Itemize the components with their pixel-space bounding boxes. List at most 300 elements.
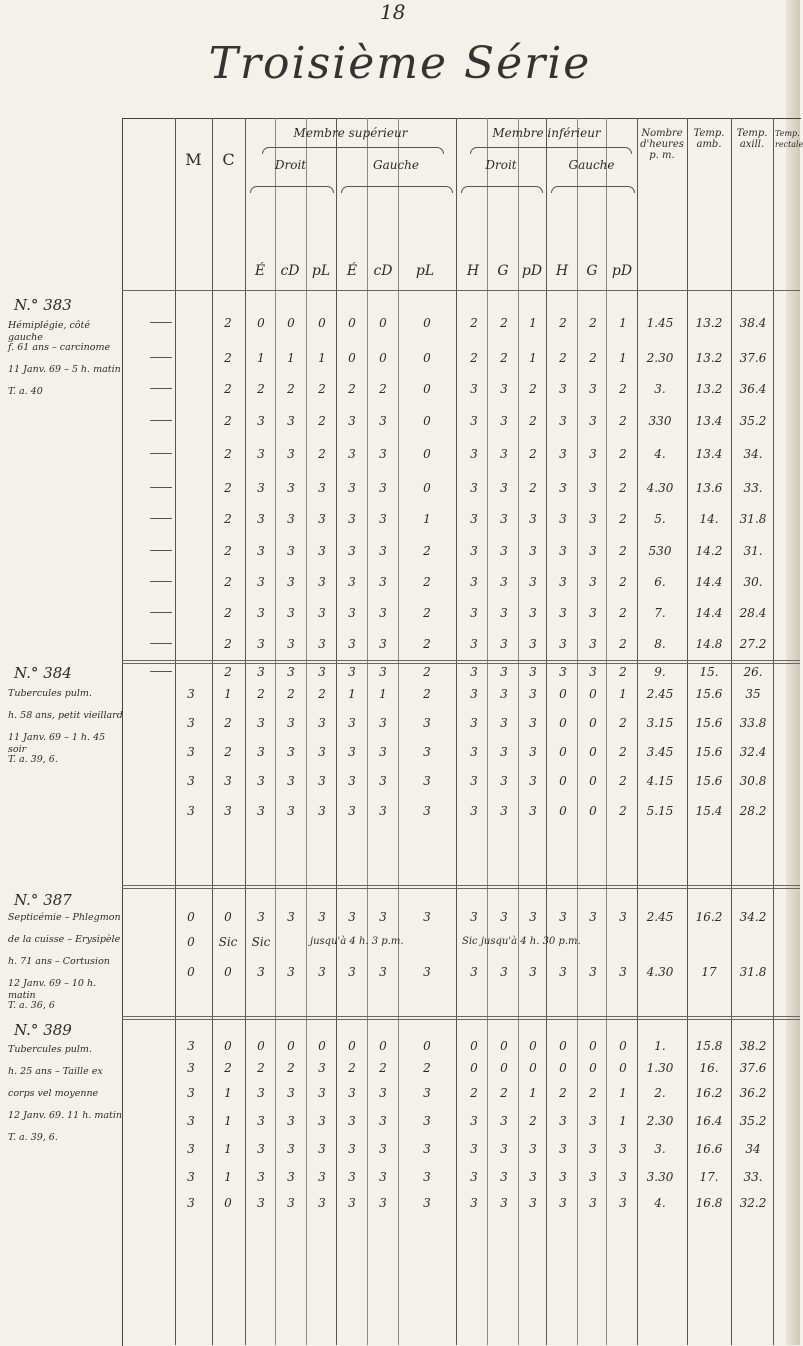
table-cell: 2 [257,382,265,396]
table-cell: 2 [619,481,627,495]
table-cell: 3 [500,637,508,651]
table-cell: 2 [529,447,537,461]
table-cell: 1 [529,1086,537,1100]
table-cell: 16.8 [695,1196,723,1210]
table-cell: 3 [287,1142,295,1156]
table-cell: 0 [619,1039,627,1053]
table-cell: 3 [529,687,537,701]
table-cell: 28.4 [739,606,767,620]
case-description: corps vel moyenne [8,1088,99,1099]
table-cell: 30. [743,575,763,589]
table-cell: 3 [500,1196,508,1210]
table-cell: 3 [423,1196,431,1210]
table-cell: 3 [589,512,597,526]
table-cell: 16. [699,1061,719,1075]
table-row [0,1035,800,1057]
case-description: T. a. 39, 6. [8,754,58,765]
table-cell: 34 [745,1142,761,1156]
table-cell: 3 [318,1061,326,1075]
table-row [0,741,800,763]
table-row [0,347,800,369]
table-cell: 3 [287,1114,295,1128]
table-cell: 1 [619,351,627,365]
table-cell: 3 [287,965,295,979]
table-cell: 0 [470,1039,478,1053]
header-temp-axill: Temp. axill. [736,128,768,150]
table-cell: 33. [743,481,763,495]
table-cell: 3 [423,910,431,924]
table-cell: 3 [287,910,295,924]
table-row [0,633,800,655]
table-cell: 1 [619,1086,627,1100]
table-cell: 3 [348,1114,356,1128]
table-cell: 3 [187,1114,195,1128]
table-cell: 3 [287,512,295,526]
table-cell: 13.2 [695,316,723,330]
table-cell: 3 [318,965,326,979]
table-cell: 0 [318,1039,326,1053]
table-row [0,571,800,593]
table-cell: 3 [318,665,326,679]
table-cell: 3 [257,665,265,679]
table-cell: 2 [619,606,627,620]
header-brace [262,147,444,154]
table-cell: 3 [470,687,478,701]
table-cell: 2 [224,414,232,428]
table-cell: 3 [257,575,265,589]
table-cell: 16.2 [695,910,723,924]
empty-mark [150,518,172,519]
table-cell: 3 [348,1086,356,1100]
table-row [0,906,800,928]
table-cell: 2 [470,1086,478,1100]
table-cell: 0 [318,316,326,330]
table-cell: 0 [589,716,597,730]
table-cell: 33.8 [739,716,767,730]
table-cell: 3 [379,512,387,526]
case-description: f. 61 ans – carcinome [8,342,111,353]
unit-label: pL [311,263,331,279]
table-cell: 3 [529,637,537,651]
table-cell: 2 [619,804,627,818]
table-cell: 0 [423,447,431,461]
table-cell: 2 [287,1061,295,1075]
table-cell: 1 [224,1170,232,1184]
table-cell: 2 [619,382,627,396]
table-cell: 3 [470,774,478,788]
table-cell: 3 [318,1170,326,1184]
unit-label: cD [280,263,300,279]
unit-label: G [497,263,509,279]
table-cell: 3 [589,575,597,589]
table-cell: 3 [348,745,356,759]
table-cell: 15.6 [695,774,723,788]
table-cell: 3 [379,544,387,558]
table-row [0,1082,800,1104]
table-cell: 3 [470,1114,478,1128]
header-m: M [185,150,202,169]
header-rule [122,290,800,291]
table-cell: 3 [257,774,265,788]
table-cell: 35.2 [739,414,767,428]
table-cell: 0 [423,351,431,365]
table-cell: 0 [224,910,232,924]
table-cell: 0 [187,910,195,924]
table-row [0,378,800,400]
table-cell: 0 [257,1039,265,1053]
table-cell: 3 [379,447,387,461]
table-cell: 3. [654,1142,666,1156]
table-cell: 3 [348,606,356,620]
table-cell: 3 [589,1114,597,1128]
table-cell: 1 [224,1142,232,1156]
table-cell: 14.4 [695,606,723,620]
table-cell: 0 [470,1061,478,1075]
table-cell: 4.15 [646,774,674,788]
table-cell: 3 [379,665,387,679]
table-cell: 3 [379,910,387,924]
unit-label: H [466,263,480,279]
header-membre-inferieur: Membre inférieur [492,126,601,140]
table-row [0,602,800,624]
table-cell: 3 [470,965,478,979]
empty-mark [150,671,172,672]
table-cell: 15.6 [695,687,723,701]
table-cell: 3 [379,965,387,979]
table-cell: 3 [318,637,326,651]
table-cell: 0 [559,716,567,730]
table-cell: 2.30 [646,1114,674,1128]
table-cell: 3 [589,447,597,461]
table-cell: 3 [500,665,508,679]
table-cell: 3 [257,637,265,651]
table-cell: 37.6 [739,351,767,365]
table-cell: 3 [287,774,295,788]
table-cell: 34.2 [739,910,767,924]
table-cell: 0 [348,316,356,330]
section-rule [122,1019,800,1020]
table-cell: 3 [589,965,597,979]
table-cell: 3 [287,447,295,461]
table-cell: Sic [218,935,238,949]
table-cell: 2 [348,382,356,396]
table-cell: 3 [287,1196,295,1210]
table-cell: 3 [348,447,356,461]
table-cell: 3 [500,414,508,428]
table-cell: 3 [287,716,295,730]
table-cell: 2 [619,665,627,679]
header-temp-rectale: Temp. rectale [775,129,803,149]
table-cell: 2 [348,1061,356,1075]
header-brace [341,186,453,193]
table-cell: 3 [348,481,356,495]
table-cell: 2 [619,637,627,651]
table-cell: 2 [559,351,567,365]
table-cell: 4. [654,447,666,461]
table-cell: 0 [187,965,195,979]
table-cell: 4.30 [646,965,674,979]
table-cell: 3 [379,606,387,620]
table-cell: 3 [257,481,265,495]
note-inferieur: Sic jusqu'à 4 h. 30 p.m. [462,936,581,947]
table-cell: 2 [423,544,431,558]
table-cell: 3 [318,774,326,788]
table-cell: 3 [187,1086,195,1100]
table-row [0,800,800,822]
table-cell: 3 [348,665,356,679]
case-description: 11 Janv. 69 – 1 h. 45 soir [8,732,106,755]
table-cell: 14.8 [695,637,723,651]
table-cell: 1 [529,351,537,365]
table-cell: 6. [654,575,666,589]
table-cell: 3 [287,665,295,679]
table-cell: 3 [287,414,295,428]
table-row [0,961,800,983]
table-cell: 3 [500,512,508,526]
table-cell: 3 [470,910,478,924]
table-cell: 3 [348,512,356,526]
table-cell: 3 [348,1170,356,1184]
table-cell: 1 [423,512,431,526]
section-heading: N.° 383 [14,296,72,314]
header-gauche-sup: Gauche [372,158,420,172]
table-cell: 2 [423,637,431,651]
table-cell: 0 [559,1061,567,1075]
table-cell: 3 [470,716,478,730]
table-row [0,312,800,334]
table-cell: 7. [654,606,666,620]
table-cell: 1 [379,687,387,701]
table-cell: 2 [257,687,265,701]
table-cell: 3 [589,1142,597,1156]
table-cell: 3 [589,544,597,558]
empty-mark [150,581,172,582]
table-cell: 3 [470,447,478,461]
table-cell: 3 [500,606,508,620]
table-cell: 3 [257,414,265,428]
table-cell: 3 [500,965,508,979]
table-cell: 3 [529,716,537,730]
table-cell: 2 [423,1061,431,1075]
table-cell: 3 [619,1142,627,1156]
table-cell: 34. [743,447,763,461]
table-cell: 3 [589,1170,597,1184]
table-cell: 3 [287,544,295,558]
table-cell: 3 [318,1114,326,1128]
table-cell: 3 [379,1086,387,1100]
table-cell: 2 [224,606,232,620]
table-cell: 3 [500,447,508,461]
table-cell: 3 [287,1170,295,1184]
table-cell: 0 [423,414,431,428]
table-cell: 3 [529,1170,537,1184]
table-cell: 3 [529,665,537,679]
table-cell: 13.4 [695,414,723,428]
table-cell: 0 [348,351,356,365]
table-cell: 3 [187,1196,195,1210]
table-cell: 2 [224,544,232,558]
empty-mark [150,487,172,488]
table-cell: 2 [589,1086,597,1100]
empty-mark [150,612,172,613]
table-cell: 3 [470,575,478,589]
table-cell: 3 [500,481,508,495]
table-cell: 2 [224,637,232,651]
header-temp-amb: Temp. amb. [693,128,725,150]
table-cell: 0 [589,687,597,701]
table-cell: 2 [529,414,537,428]
table-cell: 3 [559,414,567,428]
case-description: Septicémie – Phlegmon [8,912,121,923]
table-cell: 0 [559,774,567,788]
table-cell: 3 [529,575,537,589]
table-cell: 3 [379,716,387,730]
table-cell: 9. [654,665,666,679]
empty-mark [150,550,172,551]
unit-label: cD [373,263,393,279]
table-cell: 17 [701,965,717,979]
table-cell: 3 [559,447,567,461]
table-cell: 3 [529,965,537,979]
table-cell: 1. [654,1039,666,1053]
table-cell: 2 [318,414,326,428]
table-cell: 3 [529,804,537,818]
table-row [0,712,800,734]
table-cell: 3 [257,1142,265,1156]
table-cell: 2 [224,745,232,759]
table-cell: 0 [379,351,387,365]
table-cell: 3 [423,965,431,979]
table-cell: 3.15 [646,716,674,730]
table-cell: 13.2 [695,382,723,396]
table-cell: 35 [745,687,761,701]
table-cell: 3 [348,804,356,818]
table-cell: 16.6 [695,1142,723,1156]
header-gauche-inf: Gauche [568,158,615,172]
section-rule [122,1016,800,1017]
table-cell: 2 [224,512,232,526]
table-cell: 3 [318,481,326,495]
table-cell: 3.45 [646,745,674,759]
table-cell: 3 [187,716,195,730]
table-cell: 2 [500,1086,508,1100]
empty-mark [150,388,172,389]
empty-mark [150,643,172,644]
table-cell: 35.2 [739,1114,767,1128]
table-cell: 2 [589,316,597,330]
header-brace [250,186,334,193]
table-cell: 3 [589,637,597,651]
empty-mark [150,453,172,454]
case-description: T. a. 39, 6. [8,1132,58,1143]
table-row [0,1057,800,1079]
header-nombre-heures: Nombre d'heures p. m. [640,128,684,161]
table-row [0,1166,800,1188]
table-cell: 3 [379,804,387,818]
table-cell: 2 [224,716,232,730]
table-cell: 3 [529,544,537,558]
table-cell: 3.30 [646,1170,674,1184]
table-cell: 0 [379,1039,387,1053]
table-cell: 3 [500,745,508,759]
table-cell: 2 [529,382,537,396]
table-cell: 0 [287,1039,295,1053]
unit-label: H [555,263,569,279]
table-cell: 2 [224,1061,232,1075]
section-heading: N.° 387 [14,891,72,909]
table-cell: 3 [559,544,567,558]
table-cell: 3 [589,910,597,924]
table-cell: 3 [470,745,478,759]
table-cell: 1 [257,351,265,365]
table-cell: 31.8 [739,965,767,979]
table-cell: 0 [379,316,387,330]
case-description: h. 25 ans – Taille ex [8,1066,103,1077]
table-cell: 3 [187,1142,195,1156]
header-brace [470,147,632,154]
table-cell: 1 [224,687,232,701]
table-cell: 3 [589,414,597,428]
table-cell: 0 [589,804,597,818]
table-cell: 2 [619,745,627,759]
table-row [0,1138,800,1160]
table-cell: 3 [257,910,265,924]
table-cell: 13.2 [695,351,723,365]
table-cell: 30.8 [739,774,767,788]
table-cell: 3 [470,544,478,558]
table-cell: 2 [287,382,295,396]
unit-label: pD [521,263,543,279]
empty-mark [150,322,172,323]
table-cell: 31.8 [739,512,767,526]
table-cell: 5.15 [646,804,674,818]
table-cell: 3 [589,665,597,679]
table-cell: 15.4 [695,804,723,818]
table-cell: 3 [619,965,627,979]
table-cell: 3 [379,575,387,589]
table-cell: 3 [423,745,431,759]
table-cell: 3 [287,637,295,651]
table-cell: 14.2 [695,544,723,558]
table-cell: 3 [423,1142,431,1156]
table-cell: 3 [187,1039,195,1053]
table-cell: 3 [423,1086,431,1100]
table-cell: 2 [318,447,326,461]
table-cell: 3 [348,1142,356,1156]
table-cell: 36.4 [739,382,767,396]
table-cell: 3 [287,745,295,759]
table-cell: 3 [423,804,431,818]
section-rule [122,888,800,889]
table-cell: 14.4 [695,575,723,589]
unit-label: pL [415,263,435,279]
table-cell: 5. [654,512,666,526]
table-cell: 0 [589,1039,597,1053]
table-cell: 1 [619,687,627,701]
table-cell: 3 [379,774,387,788]
table-cell: 3 [529,1196,537,1210]
table-cell: 3 [470,382,478,396]
table-cell: 17. [699,1170,719,1184]
empty-mark [150,357,172,358]
table-cell: 3 [559,1196,567,1210]
table-cell: 0 [423,382,431,396]
table-cell: 3 [318,745,326,759]
table-cell: 3 [559,481,567,495]
table-cell: 2 [619,447,627,461]
table-cell: 2 [224,447,232,461]
table-cell: 0 [559,687,567,701]
